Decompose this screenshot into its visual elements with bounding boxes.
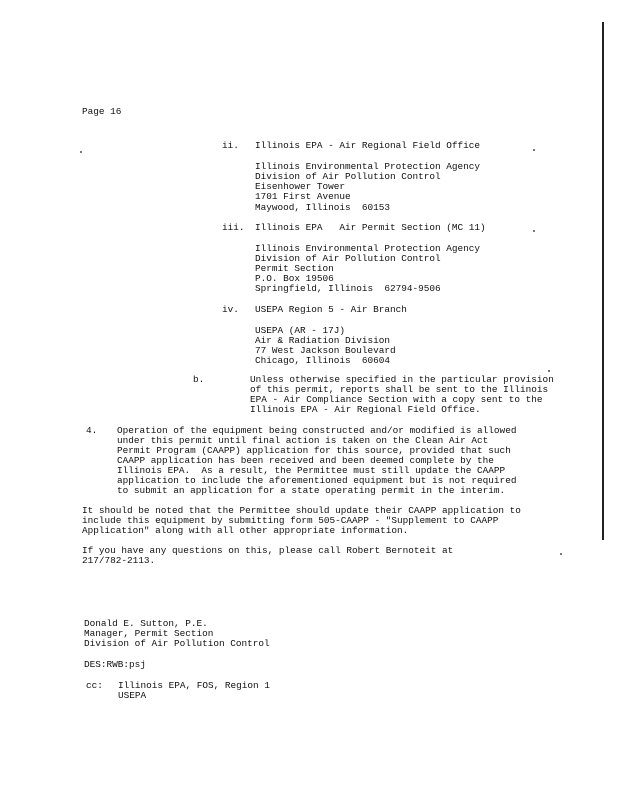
item-4-line: Illinois EPA. As a result, the Permittee must still update the CAAPP	[117, 465, 506, 476]
item-4-line: CAAPP application has been received and been deemed complete by the	[117, 455, 494, 466]
address-line: Chicago, Illinois 60604	[255, 355, 391, 366]
address-line: Springfield, Illinois 62794-9506	[255, 283, 441, 294]
reference-initials: DES:RWB:psj	[84, 659, 146, 670]
item-b-line: Unless otherwise specified in the particular provision	[250, 374, 554, 385]
address-line: Illinois Environmental Protection Agency	[255, 243, 481, 254]
office-number: iv.	[222, 304, 239, 315]
page-edge-line	[602, 22, 604, 540]
office-title: USEPA Region 5 - Air Branch	[255, 304, 407, 315]
scan-speck	[533, 149, 535, 151]
page-number: Page 16	[82, 106, 122, 117]
item-b-line: of this permit, reports shall be sent to the Illinois	[250, 384, 549, 395]
cc-recipient: Illinois EPA, FOS, Region 1	[118, 680, 270, 691]
item-4-line: to submit an application for a state operating permit in the interim.	[117, 485, 506, 496]
office-title: Illinois EPA - Air Regional Field Office	[255, 140, 481, 151]
address-line: USEPA (AR - 17J)	[255, 325, 346, 336]
address-line: Division of Air Pollution Control	[255, 171, 441, 182]
address-line: Eisenhower Tower	[255, 181, 346, 192]
scan-speck	[548, 370, 550, 372]
scan-speck	[533, 230, 535, 232]
note-line: It should be noted that the Permittee should update their CAAPP application to	[82, 505, 521, 516]
item-4-line: Permit Program (CAAPP) application for this source, provided that such	[117, 445, 511, 456]
office-title: Illinois EPA Air Permit Section (MC 11)	[255, 222, 486, 233]
address-line: Division of Air Pollution Control	[255, 253, 441, 264]
cc-recipient: USEPA	[118, 690, 147, 701]
address-line: P.O. Box 19506	[255, 273, 334, 284]
cc-label: cc:	[86, 680, 103, 691]
item-b-label: b.	[193, 374, 205, 385]
note-line: include this equipment by submitting form 505-CAAPP - "Supplement to CAAPP	[82, 515, 499, 526]
note-line: Application" along with all other appropriate information.	[82, 525, 409, 536]
item-b-line: EPA - Air Compliance Section with a copy sent to the	[250, 394, 543, 405]
item-4-line: application to include the aforementioned equipment but is not required	[117, 475, 517, 486]
question-line: 217/782-2113.	[82, 555, 156, 566]
item-4-line: under this permit until final action is taken on the Clean Air Act	[117, 435, 489, 446]
address-line: 77 West Jackson Boulevard	[255, 345, 396, 356]
office-number: ii.	[222, 140, 239, 151]
address-line: Air & Radiation Division	[255, 335, 391, 346]
item-b-line: Illinois EPA - Air Regional Field Office.	[250, 404, 481, 415]
address-line: 1701 First Avenue	[255, 191, 351, 202]
item-4-line: Operation of the equipment being constructed and/or modified is allowed	[117, 425, 517, 436]
address-line: Illinois Environmental Protection Agency	[255, 161, 481, 172]
scan-speck	[80, 151, 82, 153]
question-line: If you have any questions on this, please call Robert Bernoteit at	[82, 545, 454, 556]
signature-title: Manager, Permit Section	[84, 628, 214, 639]
item-4-label: 4.	[86, 425, 98, 436]
scan-speck	[560, 553, 562, 555]
address-line: Maywood, Illinois 60153	[255, 202, 391, 213]
signature-division: Division of Air Pollution Control	[84, 638, 270, 649]
signature-name: Donald E. Sutton, P.E.	[84, 618, 208, 629]
address-line: Permit Section	[255, 263, 334, 274]
office-number: iii.	[222, 222, 245, 233]
